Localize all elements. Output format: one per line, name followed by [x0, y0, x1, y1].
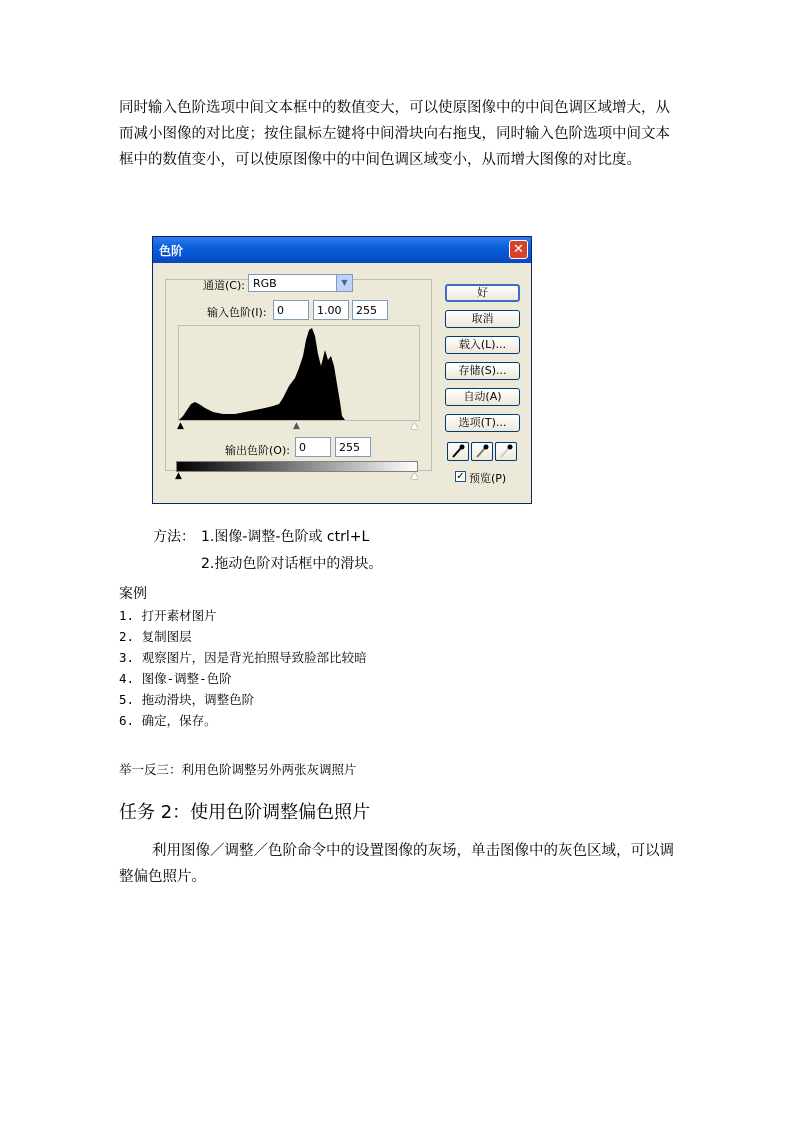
gray-eyedropper-icon[interactable]	[471, 442, 493, 461]
input-levels-label: 输入色阶(I):	[207, 306, 267, 319]
method-step-2: 2.拖动色阶对话框中的滑块。	[201, 556, 383, 572]
black-eyedropper-icon[interactable]	[447, 442, 469, 461]
practice-line: 举一反三：利用色阶调整另外两张灰调照片	[119, 762, 357, 777]
preview-label: 预览(P)	[469, 472, 507, 485]
input-black-field[interactable]: 0	[273, 300, 309, 320]
dialog-title: 色阶	[159, 244, 184, 258]
histogram	[178, 325, 420, 421]
options-button[interactable]: 选项(T)...	[445, 414, 520, 432]
method-step-1: 1.图像-调整-色阶或 ctrl+L	[201, 529, 370, 545]
task2-heading: 任务 2：使用色阶调整偏色照片	[119, 802, 371, 823]
list-item: 6. 确定，保存。	[119, 713, 217, 728]
dialog-titlebar[interactable]	[153, 237, 531, 263]
output-black-slider[interactable]: ▲	[175, 471, 182, 481]
list-item: 2. 复制图层	[119, 629, 192, 644]
input-black-slider[interactable]: ▲	[177, 421, 184, 431]
output-white-field[interactable]: 255	[335, 437, 371, 457]
intro-paragraph: 同时输入色阶选项中间文本框中的数值变大，可以使原图像中的中间色调区域增大，从而减小图像的对比度；按住鼠标左键将中间滑块向右拖曳，同时输入色阶选项中间文本框中的数值变小，可以使原图像中的中间色调区域变小，从而增大图像的对比度。	[119, 100, 670, 168]
white-eyedropper-icon[interactable]	[495, 442, 517, 461]
output-levels-label: 输出色阶(O):	[225, 444, 290, 457]
channel-label: 通道(C):	[203, 279, 245, 292]
channel-value: RGB	[253, 277, 277, 290]
task2-paragraph: 利用图像／调整／色阶命令中的设置图像的灰场，单击图像中的灰色区域，可以调整偏色照片。	[119, 843, 674, 885]
levels-dialog	[152, 236, 532, 504]
list-item: 3. 观察图片，因是背光拍照导致脸部比较暗	[119, 650, 367, 665]
preview-checkbox[interactable]: ✓	[456, 471, 465, 482]
chevron-down-icon[interactable]: ▼	[336, 275, 352, 291]
histogram-shape	[179, 328, 345, 420]
list-item: 5. 拖动滑块，调整色阶	[119, 692, 255, 707]
input-white-slider[interactable]: ▲	[411, 421, 418, 431]
output-white-slider[interactable]: ▲	[411, 471, 418, 481]
load-button[interactable]: 载入(L)...	[445, 336, 520, 354]
method-label: 方法：	[153, 529, 195, 545]
cancel-button[interactable]: 取消	[445, 310, 520, 328]
auto-button[interactable]: 自动(A)	[445, 388, 520, 406]
output-gradient-bar	[176, 461, 418, 472]
input-gamma-slider[interactable]: ▲	[293, 421, 300, 431]
close-icon[interactable]: ✕	[509, 240, 528, 259]
save-button[interactable]: 存储(S)...	[445, 362, 520, 380]
list-item: 1. 打开素材图片	[119, 608, 217, 623]
output-black-field[interactable]: 0	[295, 437, 331, 457]
channel-select[interactable]	[248, 274, 353, 292]
list-item: 4. 图像-调整-色阶	[119, 671, 232, 686]
input-white-field[interactable]: 255	[352, 300, 388, 320]
case-title: 案例	[119, 586, 147, 602]
ok-button[interactable]: 好	[445, 284, 520, 302]
input-gamma-field[interactable]: 1.00	[313, 300, 349, 320]
